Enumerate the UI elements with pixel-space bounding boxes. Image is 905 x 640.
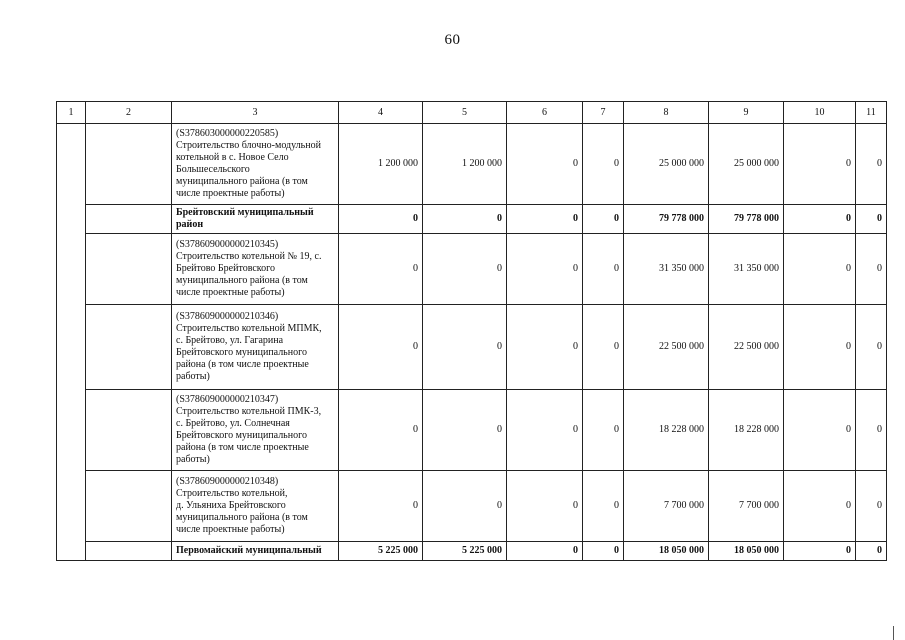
column-header: 9 <box>709 102 784 124</box>
value-cell: 5 225 000 <box>423 542 507 561</box>
desc-line: Брейтовского муниципального <box>176 347 307 358</box>
value-cell: 0 <box>583 124 624 205</box>
value-cell: 18 228 000 <box>624 390 709 471</box>
value-cell: 0 <box>784 305 856 390</box>
object-description <box>172 124 339 205</box>
cell-col1-merged <box>57 124 86 561</box>
column-header: 4 <box>339 102 423 124</box>
desc-line: района (в том числе проектные <box>176 359 309 370</box>
value-cell: 0 <box>507 542 583 561</box>
table-row-subtotal <box>57 205 887 234</box>
table-row <box>57 390 887 471</box>
desc-line: муниципального района (в том <box>176 512 308 523</box>
cell-col2 <box>86 305 172 390</box>
value-cell: 25 000 000 <box>709 124 784 205</box>
table-row <box>57 471 887 542</box>
cell-col2 <box>86 542 172 561</box>
value-cell: 0 <box>507 234 583 305</box>
cell-col2 <box>86 124 172 205</box>
column-header: 3 <box>172 102 339 124</box>
value-cell: 0 <box>507 305 583 390</box>
desc-line: Первомайский муниципальный <box>176 545 322 556</box>
district-name <box>172 542 339 561</box>
value-cell: 0 <box>856 305 887 390</box>
desc-line: с. Брейтово, ул. Гагарина <box>176 335 284 346</box>
value-cell: 0 <box>583 234 624 305</box>
object-description <box>172 305 339 390</box>
value-cell: 18 050 000 <box>709 542 784 561</box>
desc-line: числе проектные работы) <box>176 188 285 199</box>
value-cell: 25 000 000 <box>624 124 709 205</box>
value-cell: 79 778 000 <box>624 205 709 234</box>
object-description <box>172 234 339 305</box>
value-cell: 0 <box>856 124 887 205</box>
table-row-subtotal <box>57 542 887 561</box>
value-cell: 0 <box>856 471 887 542</box>
value-cell: 0 <box>856 542 887 561</box>
object-code: (S378609000000210345) <box>176 239 279 250</box>
value-cell: 0 <box>423 234 507 305</box>
value-cell: 0 <box>423 390 507 471</box>
value-cell: 0 <box>856 205 887 234</box>
object-code: (S378609000000210348) <box>176 476 279 487</box>
value-cell: 0 <box>339 205 423 234</box>
value-cell: 79 778 000 <box>709 205 784 234</box>
value-cell: 0 <box>583 471 624 542</box>
desc-line: числе проектные работы) <box>176 287 285 298</box>
value-cell: 0 <box>784 205 856 234</box>
value-cell: 0 <box>784 471 856 542</box>
column-header: 10 <box>784 102 856 124</box>
value-cell: 0 <box>507 124 583 205</box>
column-header: 11 <box>856 102 887 124</box>
desc-line: Строительство блочно-модульной <box>176 140 321 151</box>
column-header: 5 <box>423 102 507 124</box>
cell-col2 <box>86 205 172 234</box>
value-cell: 0 <box>583 542 624 561</box>
desc-line: работы) <box>176 454 210 465</box>
cell-col2 <box>86 471 172 542</box>
table-body <box>57 124 887 561</box>
object-description <box>172 471 339 542</box>
value-cell: 0 <box>784 542 856 561</box>
value-cell: 0 <box>423 471 507 542</box>
value-cell: 22 500 000 <box>709 305 784 390</box>
desc-line: район <box>176 219 204 230</box>
value-cell: 0 <box>583 305 624 390</box>
desc-line: Брейтовский муниципальный <box>176 207 314 218</box>
desc-line: Строительство котельной ПМК-3, <box>176 406 322 417</box>
desc-line: Брейтово Брейтовского <box>176 263 275 274</box>
value-cell: 0 <box>856 390 887 471</box>
value-cell: 7 700 000 <box>709 471 784 542</box>
value-cell: 5 225 000 <box>339 542 423 561</box>
value-cell: 0 <box>339 471 423 542</box>
value-cell: 0 <box>507 205 583 234</box>
desc-line: района (в том числе проектные <box>176 442 309 453</box>
value-cell: 22 500 000 <box>624 305 709 390</box>
district-name <box>172 205 339 234</box>
value-cell: 31 350 000 <box>624 234 709 305</box>
value-cell: 0 <box>784 234 856 305</box>
value-cell: 0 <box>583 205 624 234</box>
object-code: (S378609000000210347) <box>176 394 279 405</box>
value-cell: 1 200 000 <box>423 124 507 205</box>
desc-line: с. Брейтово, ул. Солнечная <box>176 418 290 429</box>
desc-line: д. Ульяниха Брейтовского <box>176 500 286 511</box>
object-code: (S378609000000210346) <box>176 311 279 322</box>
object-code: (S378603000000220585) <box>176 128 279 139</box>
value-cell: 31 350 000 <box>709 234 784 305</box>
column-header: 6 <box>507 102 583 124</box>
page-number: 60 <box>444 32 461 48</box>
value-cell: 0 <box>583 390 624 471</box>
desc-line: муниципального района (в том <box>176 275 308 286</box>
object-description <box>172 390 339 471</box>
value-cell: 0 <box>507 471 583 542</box>
column-header: 2 <box>86 102 172 124</box>
desc-line: Строительство котельной, <box>176 488 288 499</box>
scan-mark <box>893 626 894 640</box>
desc-line: Строительство котельной МПМК, <box>176 323 322 334</box>
value-cell: 1 200 000 <box>339 124 423 205</box>
value-cell: 0 <box>423 205 507 234</box>
value-cell: 0 <box>339 390 423 471</box>
header-row <box>57 102 887 124</box>
cell-col2 <box>86 234 172 305</box>
desc-line: Брейтовского муниципального <box>176 430 307 441</box>
desc-line: числе проектные работы) <box>176 524 285 535</box>
table-row <box>57 234 887 305</box>
column-header: 1 <box>57 102 86 124</box>
desc-line: Большесельского <box>176 164 250 175</box>
column-header: 7 <box>583 102 624 124</box>
budget-table <box>56 101 887 561</box>
value-cell: 0 <box>423 305 507 390</box>
table-row <box>57 305 887 390</box>
desc-line: Строительство котельной № 19, с. <box>176 251 322 262</box>
desc-line: муниципального района (в том <box>176 176 308 187</box>
desc-line: котельной в с. Новое Село <box>176 152 289 163</box>
cell-col2 <box>86 390 172 471</box>
column-header: 8 <box>624 102 709 124</box>
value-cell: 0 <box>339 234 423 305</box>
value-cell: 0 <box>339 305 423 390</box>
value-cell: 18 050 000 <box>624 542 709 561</box>
value-cell: 0 <box>784 390 856 471</box>
value-cell: 18 228 000 <box>709 390 784 471</box>
value-cell: 7 700 000 <box>624 471 709 542</box>
value-cell: 0 <box>784 124 856 205</box>
value-cell: 0 <box>856 234 887 305</box>
desc-line: работы) <box>176 371 210 382</box>
value-cell: 0 <box>507 390 583 471</box>
table-row <box>57 124 887 205</box>
